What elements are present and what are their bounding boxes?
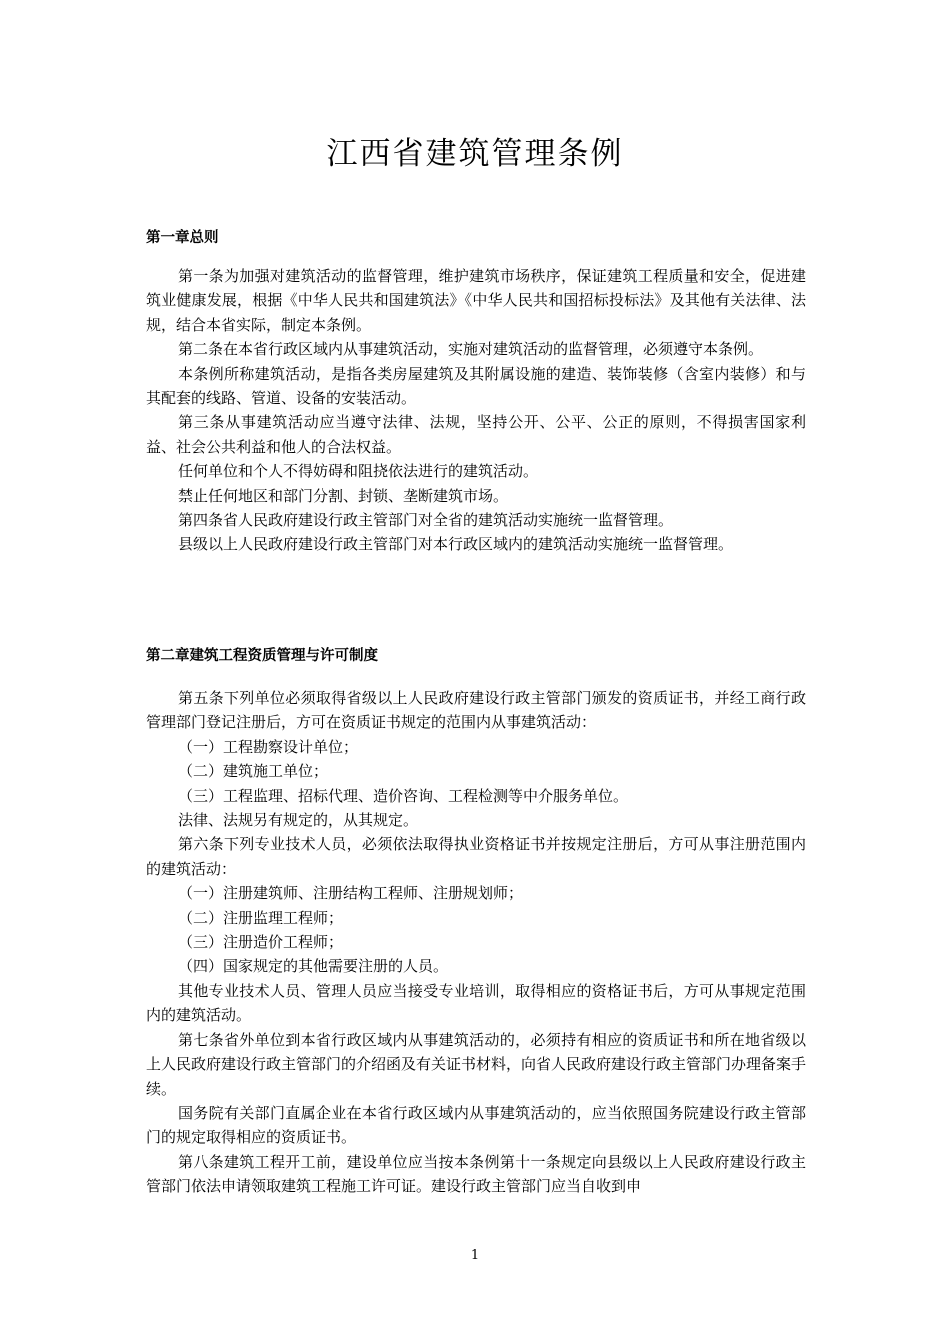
article-2-definition: 本条例所称建筑活动，是指各类房屋建筑及其附属设施的建造、装饰装修（含室内装修）和与其配套的线路、管道、设备的安装活动。 [146, 364, 806, 408]
document-title: 江西省建筑管理条例 [326, 136, 624, 172]
article-4-clause-2: 县级以上人民政府建设行政主管部门对本行政区域内的建筑活动实施统一监督管理。 [178, 535, 734, 554]
article-3: 第三条从事建筑活动应当遵守法律、法规，坚持公开、公平、公正的原则，不得损害国家利益、社会公共利益和他人的合法权益。 [146, 413, 806, 456]
article-5-note: 法律、法规另有规定的，从其规定。 [178, 811, 419, 830]
article-5-item-1: （一）工程勘察设计单位； [178, 737, 359, 756]
article-3-clause-3: 禁止任何地区和部门分割、封锁、垄断建筑市场。 [178, 486, 509, 505]
article-6-item-2: （二）注册监理工程师； [178, 908, 344, 927]
article-6: 第六条下列专业技术人员，必须依法取得执业资格证书并按规定注册后，方可从事注册范围内的建筑活动： [146, 835, 806, 878]
article-7: 第七条省外单位到本省行政区域内从事建筑活动的，必须持有相应的资质证书和所在地省级以上人民政府建设行政主管部门的介绍函及有关证书材料，向省人民政府建设行政主管部门办理备案手续。 [146, 1030, 807, 1098]
article-5-item-3: （三）工程监理、招标代理、造价咨询、工程检测等中介服务单位。 [178, 786, 629, 805]
article-6-item-1: （一）注册建筑师、注册结构工程师、注册规划师； [178, 884, 524, 903]
article-3-clause-2: 任何单位和个人不得妨碍和阻挠依法进行的建筑活动。 [178, 462, 539, 481]
chapter-2-heading: 第二章建筑工程资质管理与许可制度 [146, 648, 378, 664]
article-5-item-2: （二）建筑施工单位； [178, 762, 329, 781]
chapter-1-body [146, 264, 806, 557]
article-4: 第四条省人民政府建设行政主管部门对全省的建筑活动实施统一监督管理。 [178, 511, 674, 530]
article-7-clause-2: 国务院有关部门直属企业在本省行政区域内从事建筑活动的，应当依照国务院建设行政主管部门的规定取得相应的资质证书。 [146, 1103, 806, 1147]
article-8: 第八条建筑工程开工前，建设单位应当按本条例第十一条规定向县级以上人民政府建设行政主管部门依法申请领取建筑工程施工许可证。建设行政主管部门应当自收到申 [146, 1152, 806, 1196]
article-1: 第一条为加强对建筑活动的监督管理，维护建筑市场秩序，保证建筑工程质量和安全，促进建筑业健康发展，根据《中华人民共和国建筑法》《中华人民共和国招标投标法》及其他有关法律、法规，结合本省实际，制定本条例。 [146, 267, 806, 334]
chapter-1-heading: 第一章总则 [146, 230, 219, 246]
article-5: 第五条下列单位必须取得省级以上人民政府建设行政主管部门颁发的资质证书，并经工商行政管理部门登记注册后，方可在资质证书规定的范围内从事建筑活动： [146, 689, 806, 732]
article-6-item-4: （四）国家规定的其他需要注册的人员。 [178, 957, 449, 976]
chapter-2-body [146, 686, 806, 1199]
article-2: 第二条在本省行政区域内从事建筑活动，实施对建筑活动的监督管理，必须遵守本条例。 [178, 340, 764, 359]
article-6-clause-2: 其他专业技术人员、管理人员应当接受专业培训，取得相应的资格证书后，方可从事规定范围内的建筑活动。 [146, 981, 806, 1025]
article-6-item-3: （三）注册造价工程师； [178, 933, 344, 952]
page-number: 1 [470, 1248, 480, 1263]
